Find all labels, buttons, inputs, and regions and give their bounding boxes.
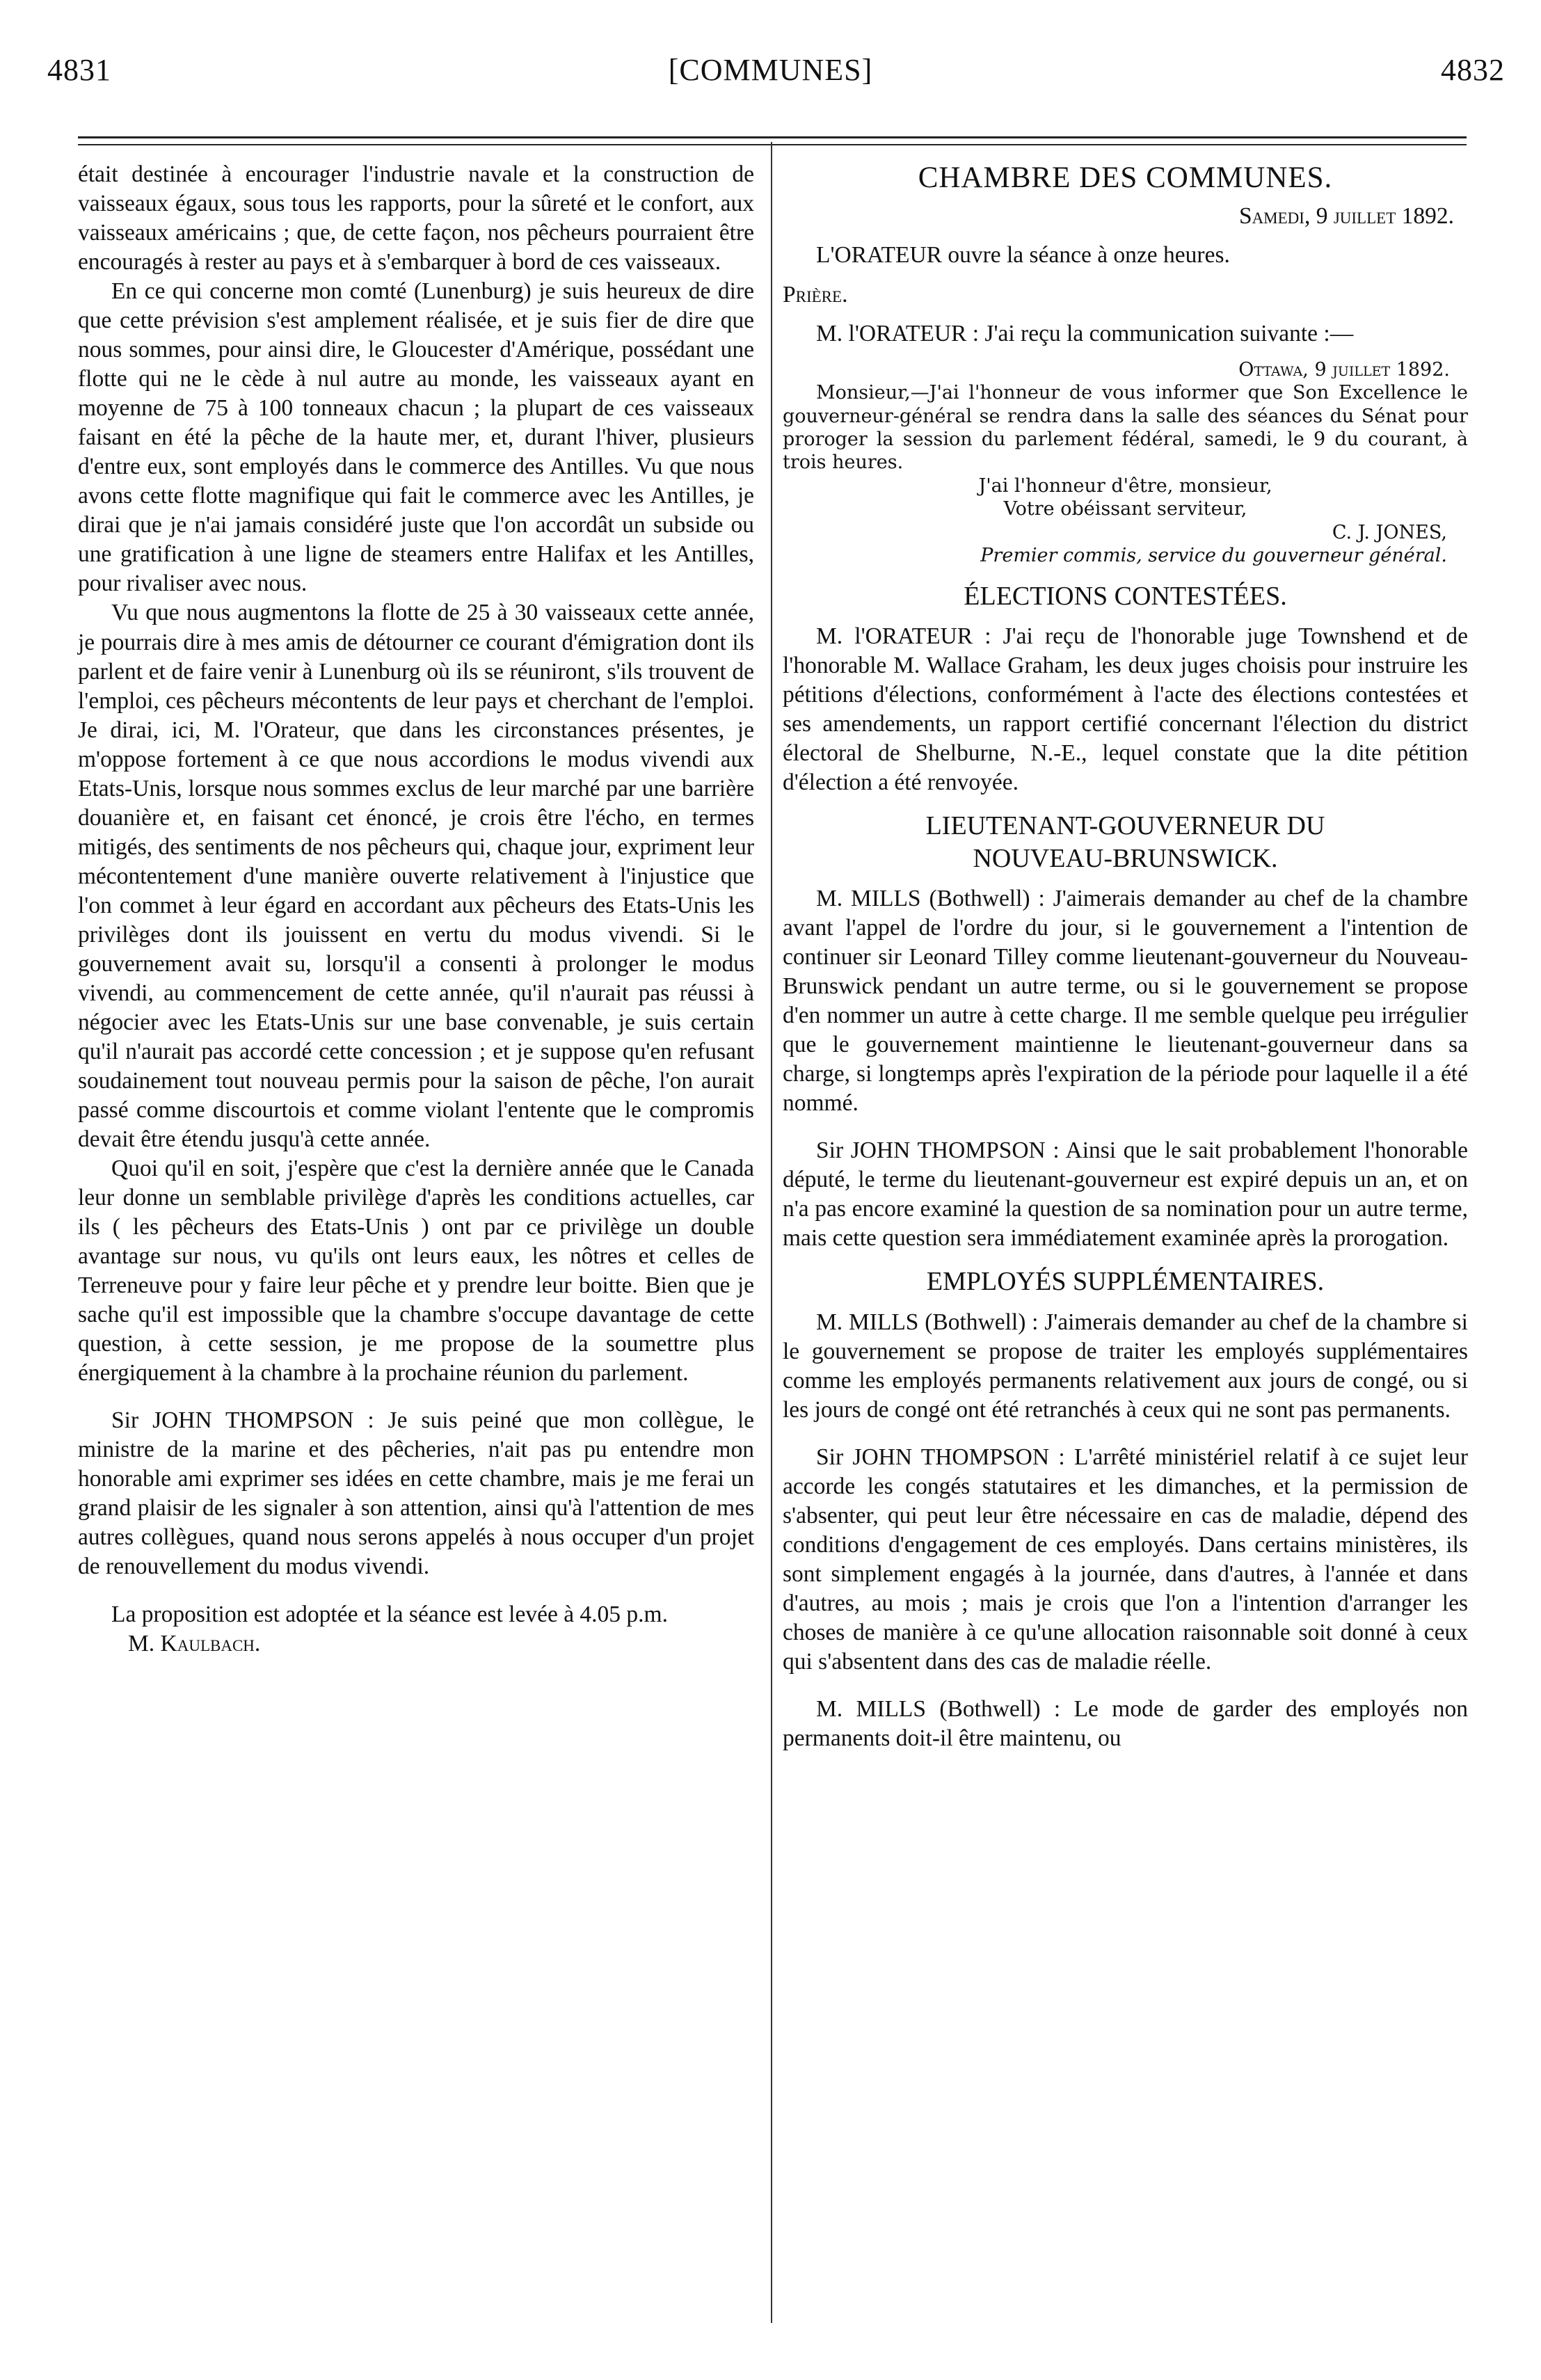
speech-thompson: Sir JOHN THOMPSON : Je suis peiné que mon collègue, le ministre de la marine et des pêcheries, n'ait pas pu entendre mon honorable ami exprimer ses idées en cette chambre, mais je me ferai un grand plaisir de les signaler à son attention, ainsi qu'à l'attention de mes autres collègues, quand nous serons appelés à nous occuper d'un projet de renouvellement du modus vivendi.: [78, 1407, 754, 1580]
speech-mills: M. MILLS (Bothwell) : J'aimerais demander au chef de la chambre avant l'appel de l'ordre du jour, si le gouvernement a l'intention de continuer sir Leonard Tilley comme lieutenant-gouverneur du Nouveau-Brunswick pendant un autre terme, ou si le gouvernement se propose d'en nommer un autre à cette charge. Il me semble quelque peu irrégulier que le gouvernement maintienne le lieutenant-gouverneur dans sa charge, si longtemps après l'expiration de la période pour laquelle il a été nommé.: [783, 886, 1468, 1117]
letter: [783, 358, 1468, 568]
speech-mills: M. MILLS (Bothwell) : J'aimerais demander au chef de la chambre si le gouvernement se propose de traiter les employés supplémentaires comme les employés permanents relativement aux jours de congé, ou si les jours de congé ont été retranchés à ceux qui ne sont pas permanents.: [783, 1309, 1468, 1423]
priere-label: Prière.: [783, 281, 848, 308]
paragraph: était destinée à encourager l'industrie navale et la construction de vaisseaux égaux, sous tous les rapports, pour la sûreté et le confort, aux vaisseaux américains ; que, de cette façon, nos pêcheurs pourraient être encouragés à rester au pays et à s'embarquer à bord de ces vaisseaux.: [78, 161, 754, 275]
heading-lieutenant: [783, 810, 1468, 874]
heading-line: LIEUTENANT-GOUVERNEUR DU: [925, 811, 1325, 841]
letter-closing: J'ai l'honneur d'être, monsieur,: [978, 474, 1272, 497]
running-title: [COMMUNES]: [668, 53, 873, 87]
page-header: [0, 52, 1541, 101]
page-number-left: 4831: [47, 53, 111, 87]
header-rule: [78, 136, 1467, 145]
page-number-right: 4832: [1441, 53, 1505, 87]
section-title: CHAMBRE DES COMMUNES.: [918, 161, 1333, 194]
paragraph: En ce qui concerne mon comté (Lunenburg) je suis heureux de dire que cette prévision s'est amplement réalisée, et je suis fier de dire que nous sommes, pour ainsi dire, le Gloucester d'Amérique, possédant une flotte qui ne le cède à nul autre au monde, les vaisseaux ayant en moyenne de 75 à 100 tonneaux chacun ; la plupart de ces vaisseaux faisant en été la pêche de la haute mer, et, durant l'hiver, plusieurs d'entre eux, sont employés dans le commerce des Antilles. Vu que nous avons cette flotte magnifique qui fait le commerce avec les Antilles, je dirai que je n'ai jamais considéré juste que l'on accordât un subside ou une gratification à une ligne de steamers entre Halifax et les Antilles, pour rivaliser avec nous.: [78, 278, 754, 597]
proceedings-note: La proposition est adoptée et la séance est levée à 4.05 p.m.: [111, 1601, 668, 1627]
opening-line: L'ORATEUR ouvre la séance à onze heures.: [816, 242, 1230, 269]
letter-body: Monsieur,—J'ai l'honneur de vous informer que Son Excellence le gouverneur-général se rendra dans la salle des séances du Sénat pour proroger la session du parlement fédéral, samedi, le 9 du courant, à trois heures.: [783, 382, 1468, 474]
paragraph: Quoi qu'il en soit, j'espère que c'est la dernière année que le Canada leur donne un semblable privilège d'après les conditions actuelles, car ils ( les pêcheurs des Etats-Unis ) ont par ce privilège un double avantage sur nous, vu qu'ils ont leurs eaux, les nôtres et celles de Terreneuve pour y faire leur pêche et y prendre leur boitte. Bien que je sache qu'il est impossible que la chambre s'occupe davantage de cette question, à cette session, je me propose de la soumettre plus énergiquement à la chambre à la prochaine réunion du parlement.: [78, 1156, 754, 1387]
heading-elections: ÉLECTIONS CONTESTÉES.: [964, 581, 1287, 611]
heading-line: NOUVEAU-BRUNSWICK.: [973, 843, 1278, 873]
signature: M. Kaulbach.: [128, 1630, 261, 1656]
speech-thompson: Sir JOHN THOMPSON : L'arrêté ministériel relatif à ce sujet leur accorde les congés statutaires et les dimanches, et la permission de s'absenter, qui peut leur être nécessaire en cas de maladie, dépend des conditions d'engagement de ces employés. Dans certains ministères, ils sont simplement engagés à la journée, dans d'autres, à l'année et dans d'autres, au mois ; mais je crois que l'on a l'intention d'arranger les choses de manière à ce qu'une allocation raisonnable soit donné à ceux qui s'absentent dans des cas de maladie réelle.: [783, 1444, 1468, 1675]
speech-mills: M. MILLS (Bothwell) : Le mode de garder des employés non permanents doit-il être maintenu, ou: [783, 1696, 1468, 1752]
right-column: [783, 160, 1468, 1753]
letter-signature: C. J. JONES,: [1332, 521, 1447, 543]
paragraph: Vu que nous augmentons la flotte de 25 à 30 vaisseaux cette année, je pourrais dire à mes amis de détourner ce courant d'émigration dont ils parlent et de faire venir à Lunenburg où ils se réuniront, s'ils trouvent de l'emploi, ces pêcheurs mécontents de leur pays et cherchant de l'emploi. Je dirai, ici, M. l'Orateur, que dans les circonstances présentes, je m'oppose fortement à ce que nous accordions le modus vivendi aux Etats-Unis, lorsque nous sommes exclus de leur marché par une barrière douanière et, en faisant cet énoncé, je crois être l'écho, en termes mitigés, des sentiments de nos pêcheurs qui, chaque jour, expriment leur mécontentement d'une manière ouverte relativement à l'injustice que l'on commet à leur égard en accordant aux pêcheurs des Etats-Unis les privilèges dont ils jouissent en vertu du modus vivendi. Si le gouvernement avait su, lorsqu'il a consenti à prolonger le modus vivendi, au commencement de cette année, qu'il n'aurait pas réussi à négocier avec les Etats-Unis sur une base convenable, je suis certain qu'il n'aurait pas accordé cette concession ; et je suppose qu'en refusant soudainement tout nouveau permis pour la saison de pêche, l'on aurait passé comme discourtois et comme violant l'entente que le compromis devait être étendu jusqu'à cette année.: [78, 600, 754, 1153]
left-column: [78, 160, 754, 1659]
heading-employes: EMPLOYÉS SUPPLÉMENTAIRES.: [926, 1267, 1325, 1297]
letter-date: Ottawa, 9 juillet 1892.: [1238, 358, 1450, 381]
letter-closing: Votre obéissant serviteur,: [1003, 498, 1247, 520]
speech-thompson: Sir JOHN THOMPSON : Ainsi que le sait probablement l'honorable député, le terme du lieutenant-gouverneur est expiré depuis un an, et on n'a pas encore examiné la question de sa nomination pour un autre terme, mais cette question sera immédiatement examinée après la prorogation.: [783, 1137, 1468, 1252]
column-divider: [771, 142, 772, 2323]
sitting-date: Samedi, 9 juillet 1892.: [1238, 203, 1454, 230]
speech-orateur: M. l'ORATEUR : J'ai reçu la communication suivante :—: [816, 320, 1354, 346]
speech-orateur: M. l'ORATEUR : J'ai reçu de l'honorable juge Townshend et de l'honorable M. Wallace Graham, les deux juges choisis pour instruire les pétitions d'élections, conformément à l'acte des élections contestées et ses amendements, un rapport certifié concernant l'élection du district électoral de Shelburne, N.-E., lequel constate que la dite pétition d'élection a été renvoyée.: [783, 623, 1468, 796]
letter-role: Premier commis, service du gouverneur général.: [980, 545, 1447, 567]
